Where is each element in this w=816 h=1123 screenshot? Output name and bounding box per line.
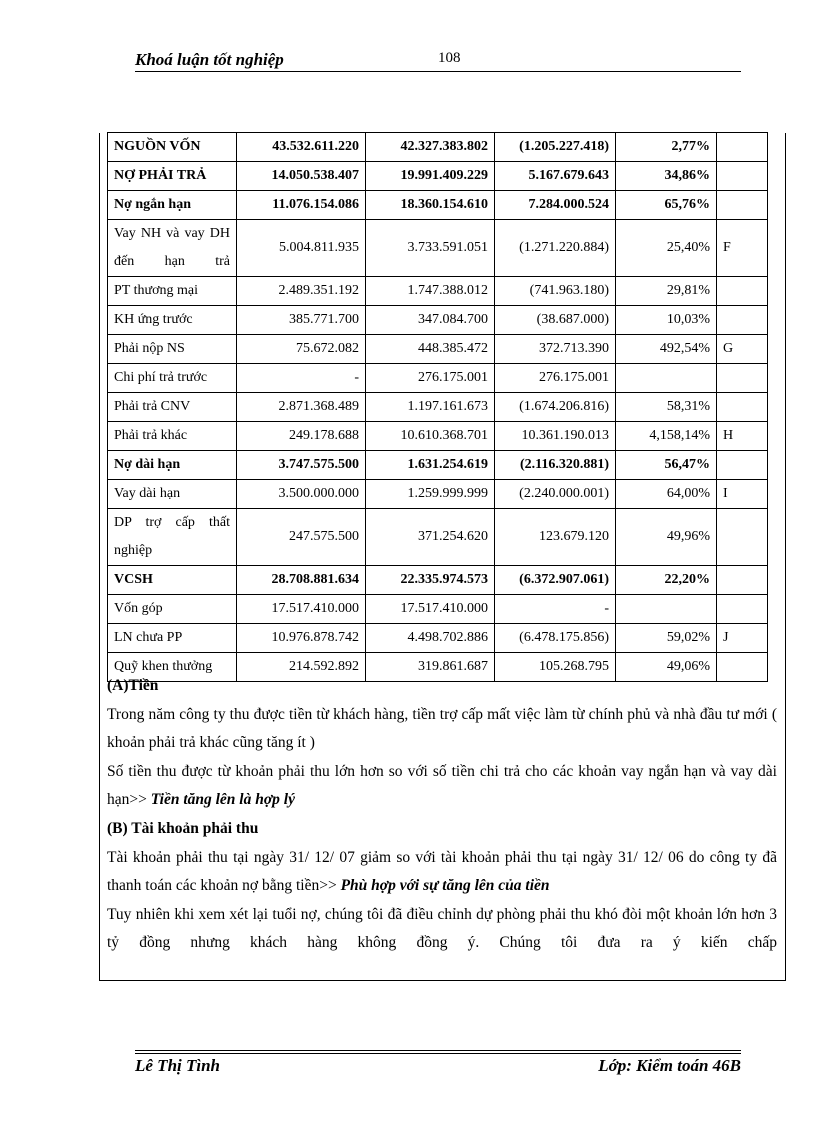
section-a-paragraph-2: Số tiền thu được từ khoản phải thu lớn hơn so với số tiền chi trả cho các khoản vay ngắn hạn và vay dài hạn>> Tiền tăng lên là hợp lý — [107, 762, 777, 809]
row-note — [717, 306, 768, 335]
section-a-conclusion: Tiền tăng lên là hợp lý — [150, 791, 295, 809]
section-a-heading: (A)Tiền — [107, 677, 159, 694]
row-note — [717, 162, 768, 191]
section-b-paragraph-1: Tài khoản phải thu tại ngày 31/ 12/ 07 giảm so với tài khoản phải thu tại ngày 31/ 12/ 06 do công ty đã thanh toán các khoản nợ bằng tiền>> Phù hợp với sự tăng lên của tiền — [107, 848, 777, 895]
value-percent: 34,86% — [616, 162, 717, 191]
value-2007: 17.517.410.000 — [366, 595, 495, 624]
header-rule — [135, 71, 741, 72]
value-change: 372.713.390 — [495, 335, 616, 364]
value-change: 7.284.000.524 — [495, 191, 616, 220]
value-2007: 1.747.388.012 — [366, 277, 495, 306]
table-row — [108, 422, 768, 451]
value-2006: 2.489.351.192 — [237, 277, 366, 306]
value-2006: 3.747.575.500 — [237, 451, 366, 480]
row-note — [717, 595, 768, 624]
table-row — [108, 509, 768, 566]
value-change: 5.167.679.643 — [495, 162, 616, 191]
value-2007: 1.197.161.673 — [366, 393, 495, 422]
row-note — [717, 393, 768, 422]
row-note: G — [717, 335, 768, 364]
row-label: Nợ dài hạn — [108, 451, 237, 480]
value-change: 10.361.190.013 — [495, 422, 616, 451]
value-2006: 75.672.082 — [237, 335, 366, 364]
row-label: Phải trả CNV — [108, 393, 237, 422]
table-row — [108, 393, 768, 422]
row-label: LN chưa PP — [108, 624, 237, 653]
section-b-heading: (B) Tài khoản phải thu — [107, 819, 259, 837]
value-change: 123.679.120 — [495, 509, 616, 566]
value-2006: 43.532.611.220 — [237, 133, 366, 162]
value-2006: 10.976.878.742 — [237, 624, 366, 653]
value-percent: 49,96% — [616, 509, 717, 566]
value-change: (6.372.907.061) — [495, 566, 616, 595]
value-2007: 10.610.368.701 — [366, 422, 495, 451]
row-note: H — [717, 422, 768, 451]
page-number: 108 — [438, 50, 461, 66]
row-label: NGUỒN VỐN — [108, 133, 237, 162]
value-percent: 25,40% — [616, 220, 717, 277]
row-label: Phải trả khác — [108, 422, 237, 451]
row-label: Vay NH và vay DH đến hạn trả — [108, 220, 237, 277]
value-change: (2.240.000.001) — [495, 480, 616, 509]
value-2007: 1.631.254.619 — [366, 451, 495, 480]
row-label: Chi phí trả trước — [108, 364, 237, 393]
row-label: Nợ ngắn hạn — [108, 191, 237, 220]
row-label: PT thương mại — [108, 277, 237, 306]
row-note — [717, 277, 768, 306]
value-2007: 371.254.620 — [366, 509, 495, 566]
value-percent: 64,00% — [616, 480, 717, 509]
value-2007: 448.385.472 — [366, 335, 495, 364]
value-2006: 28.708.881.634 — [237, 566, 366, 595]
row-note — [717, 191, 768, 220]
value-2007: 347.084.700 — [366, 306, 495, 335]
table-row — [108, 595, 768, 624]
row-note — [717, 566, 768, 595]
row-note: I — [717, 480, 768, 509]
value-change: 276.175.001 — [495, 364, 616, 393]
value-change: (6.478.175.856) — [495, 624, 616, 653]
table-row — [108, 133, 768, 162]
row-note — [717, 451, 768, 480]
section-a-paragraph-1: Trong năm công ty thu được tiền từ khách hàng, tiền trợ cấp mất việc làm từ chính phủ và nhà đầu tư mới ( khoản phải trả khác cũng tăng ít ) — [107, 705, 777, 752]
value-2007: 42.327.383.802 — [366, 133, 495, 162]
value-2006: 11.076.154.086 — [237, 191, 366, 220]
value-2006: 2.871.368.489 — [237, 393, 366, 422]
row-label: KH ứng trước — [108, 306, 237, 335]
value-2007: 276.175.001 — [366, 364, 495, 393]
value-percent: 10,03% — [616, 306, 717, 335]
table-row — [108, 335, 768, 364]
row-label: Quỹ khen thưởng — [108, 653, 237, 682]
value-2007: 4.498.702.886 — [366, 624, 495, 653]
value-percent — [616, 595, 717, 624]
row-label: Vay dài hạn — [108, 480, 237, 509]
footer-author: Lê Thị Tình — [135, 1056, 221, 1075]
value-change: (1.205.227.418) — [495, 133, 616, 162]
value-change: (38.687.000) — [495, 306, 616, 335]
header-title: Khoá luận tốt nghiệp — [135, 50, 284, 69]
table-row — [108, 480, 768, 509]
value-percent: 2,77% — [616, 133, 717, 162]
section-b-paragraph-2: Tuy nhiên khi xem xét lại tuổi nợ, chúng tôi đã điều chỉnh dự phòng phải thu khó đòi một khoản lớn hơn 3 tỷ đồng nhưng khách hàng không đồng ý. Chúng tôi đưa ra ý kiến chấp — [107, 905, 777, 952]
footer-rule — [135, 1050, 741, 1051]
row-note — [717, 364, 768, 393]
value-change: (1.674.206.816) — [495, 393, 616, 422]
value-2006: 5.004.811.935 — [237, 220, 366, 277]
value-2006: 214.592.892 — [237, 653, 366, 682]
value-change: (741.963.180) — [495, 277, 616, 306]
value-percent: 49,06% — [616, 653, 717, 682]
table-row — [108, 191, 768, 220]
value-2006: 247.575.500 — [237, 509, 366, 566]
value-2006: 385.771.700 — [237, 306, 366, 335]
value-change: (1.271.220.884) — [495, 220, 616, 277]
table-row — [108, 277, 768, 306]
value-percent: 29,81% — [616, 277, 717, 306]
value-2007: 19.991.409.229 — [366, 162, 495, 191]
table-row — [108, 566, 768, 595]
value-2007: 1.259.999.999 — [366, 480, 495, 509]
footer-class: Lớp: Kiểm toán 46B — [598, 1056, 741, 1075]
value-percent: 59,02% — [616, 624, 717, 653]
table-row — [108, 364, 768, 393]
value-2006: - — [237, 364, 366, 393]
balance-table — [107, 132, 768, 682]
row-note: J — [717, 624, 768, 653]
row-label: DP trợ cấp thất nghiệp — [108, 509, 237, 566]
footer-rule-double — [135, 1053, 741, 1054]
row-label: NỢ PHẢI TRẢ — [108, 162, 237, 191]
value-percent: 58,31% — [616, 393, 717, 422]
row-note — [717, 509, 768, 566]
row-label: VCSH — [108, 566, 237, 595]
table-row — [108, 306, 768, 335]
value-2007: 3.733.591.051 — [366, 220, 495, 277]
value-percent: 492,54% — [616, 335, 717, 364]
row-label: Vốn góp — [108, 595, 237, 624]
value-percent — [616, 364, 717, 393]
value-2006: 14.050.538.407 — [237, 162, 366, 191]
value-2006: 17.517.410.000 — [237, 595, 366, 624]
section-b-conclusion: Phù hợp với sự tăng lên của tiền — [340, 877, 550, 895]
value-change: (2.116.320.881) — [495, 451, 616, 480]
value-2006: 249.178.688 — [237, 422, 366, 451]
value-change: - — [495, 595, 616, 624]
table-row — [108, 162, 768, 191]
value-percent: 65,76% — [616, 191, 717, 220]
value-percent: 4,158,14% — [616, 422, 717, 451]
row-note — [717, 133, 768, 162]
value-2007: 319.861.687 — [366, 653, 495, 682]
row-note: F — [717, 220, 768, 277]
value-2007: 18.360.154.610 — [366, 191, 495, 220]
table-row — [108, 220, 768, 277]
value-2006: 3.500.000.000 — [237, 480, 366, 509]
table-row — [108, 624, 768, 653]
body-text — [107, 672, 777, 958]
table-row — [108, 451, 768, 480]
value-2007: 22.335.974.573 — [366, 566, 495, 595]
value-percent: 56,47% — [616, 451, 717, 480]
row-label: Phải nộp NS — [108, 335, 237, 364]
value-percent: 22,20% — [616, 566, 717, 595]
value-change: 105.268.795 — [495, 653, 616, 682]
